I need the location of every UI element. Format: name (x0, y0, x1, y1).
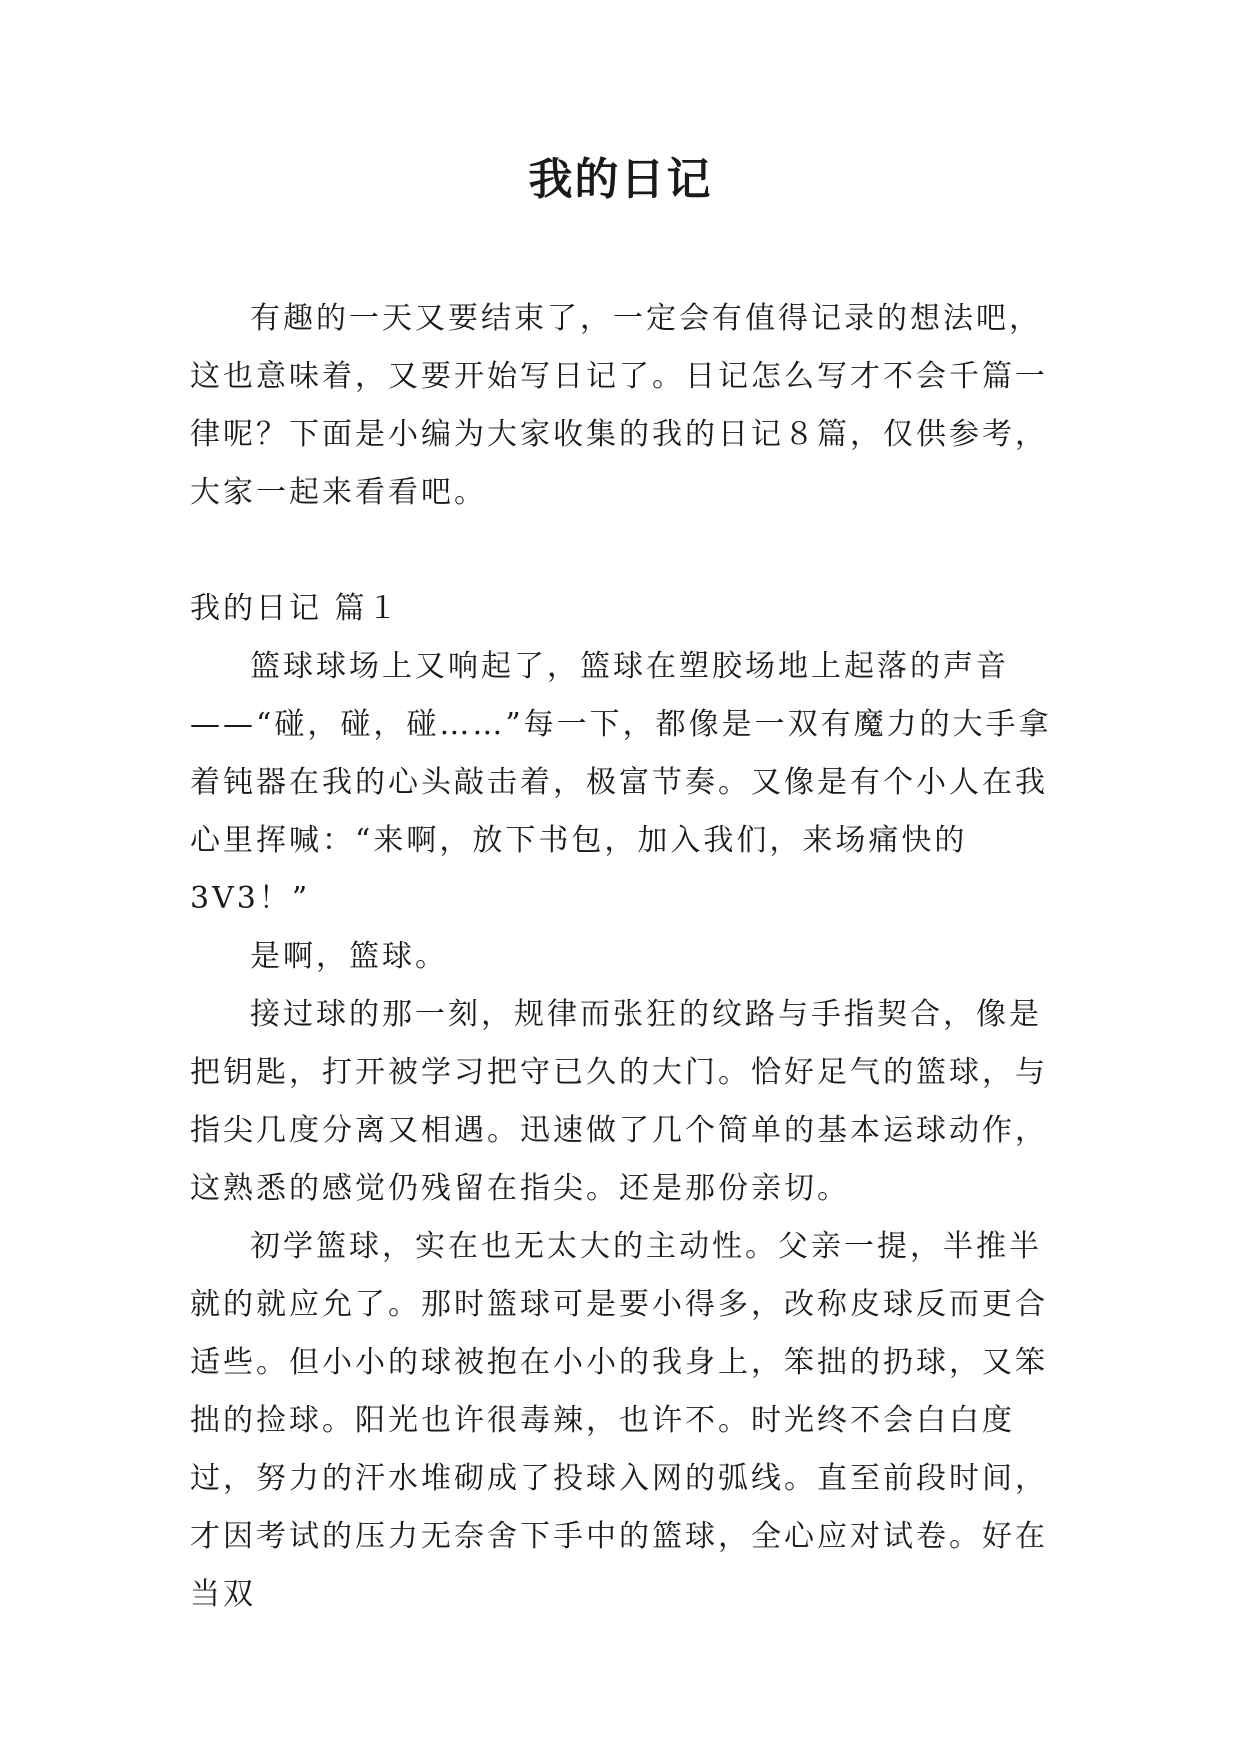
body-paragraph: 篮球球场上又响起了，篮球在塑胶场地上起落的声音——“碰，碰，碰……”每一下，都像是一双有魔力的大手拿着钝器在我的心头敲击着，极富节奏。又像是有个小人在我心里挥喊：“来啊，放下书包，加入我们，来场痛快的3V3！” (190, 649, 1052, 916)
section-heading: 我的日记 篇１ (190, 591, 401, 626)
body-paragraph: 是啊，篮球。 (250, 939, 448, 974)
intro-paragraph: 有趣的一天又要结束了，一定会有值得记录的想法吧，这也意味着，又要开始写日记了。日记怎么写才不会千篇一律呢？下面是小编为大家收集的我的日记８篇，仅供参考，大家一起来看看吧。 (190, 301, 1048, 510)
body-paragraph: 初学篮球，实在也无太大的主动性。父亲一提，半推半就的就应允了。那时篮球可是要小得多，改称皮球反而更合适些。但小小的球被抱在小小的我身上，笨拙的扔球，又笨拙的捡球。阳光也许很毒辣，也许不。时光终不会白白度过，努力的汗水堆砌成了投球入网的弧线。直至前段时间，才因考试的压力无奈舍下手中的篮球，全心应对试卷。好在当双 (190, 1229, 1048, 1612)
document-body (190, 290, 1060, 1624)
body-paragraph: 接过球的那一刻，规律而张狂的纹路与手指契合，像是把钥匙，打开被学习把守已久的大门。恰好足气的篮球，与指尖几度分离又相遇。迅速做了几个简单的基本运球动作，这熟悉的感觉仍残留在指尖。还是那份亲切。 (190, 997, 1048, 1206)
document-title: 我的日记 (528, 154, 713, 205)
